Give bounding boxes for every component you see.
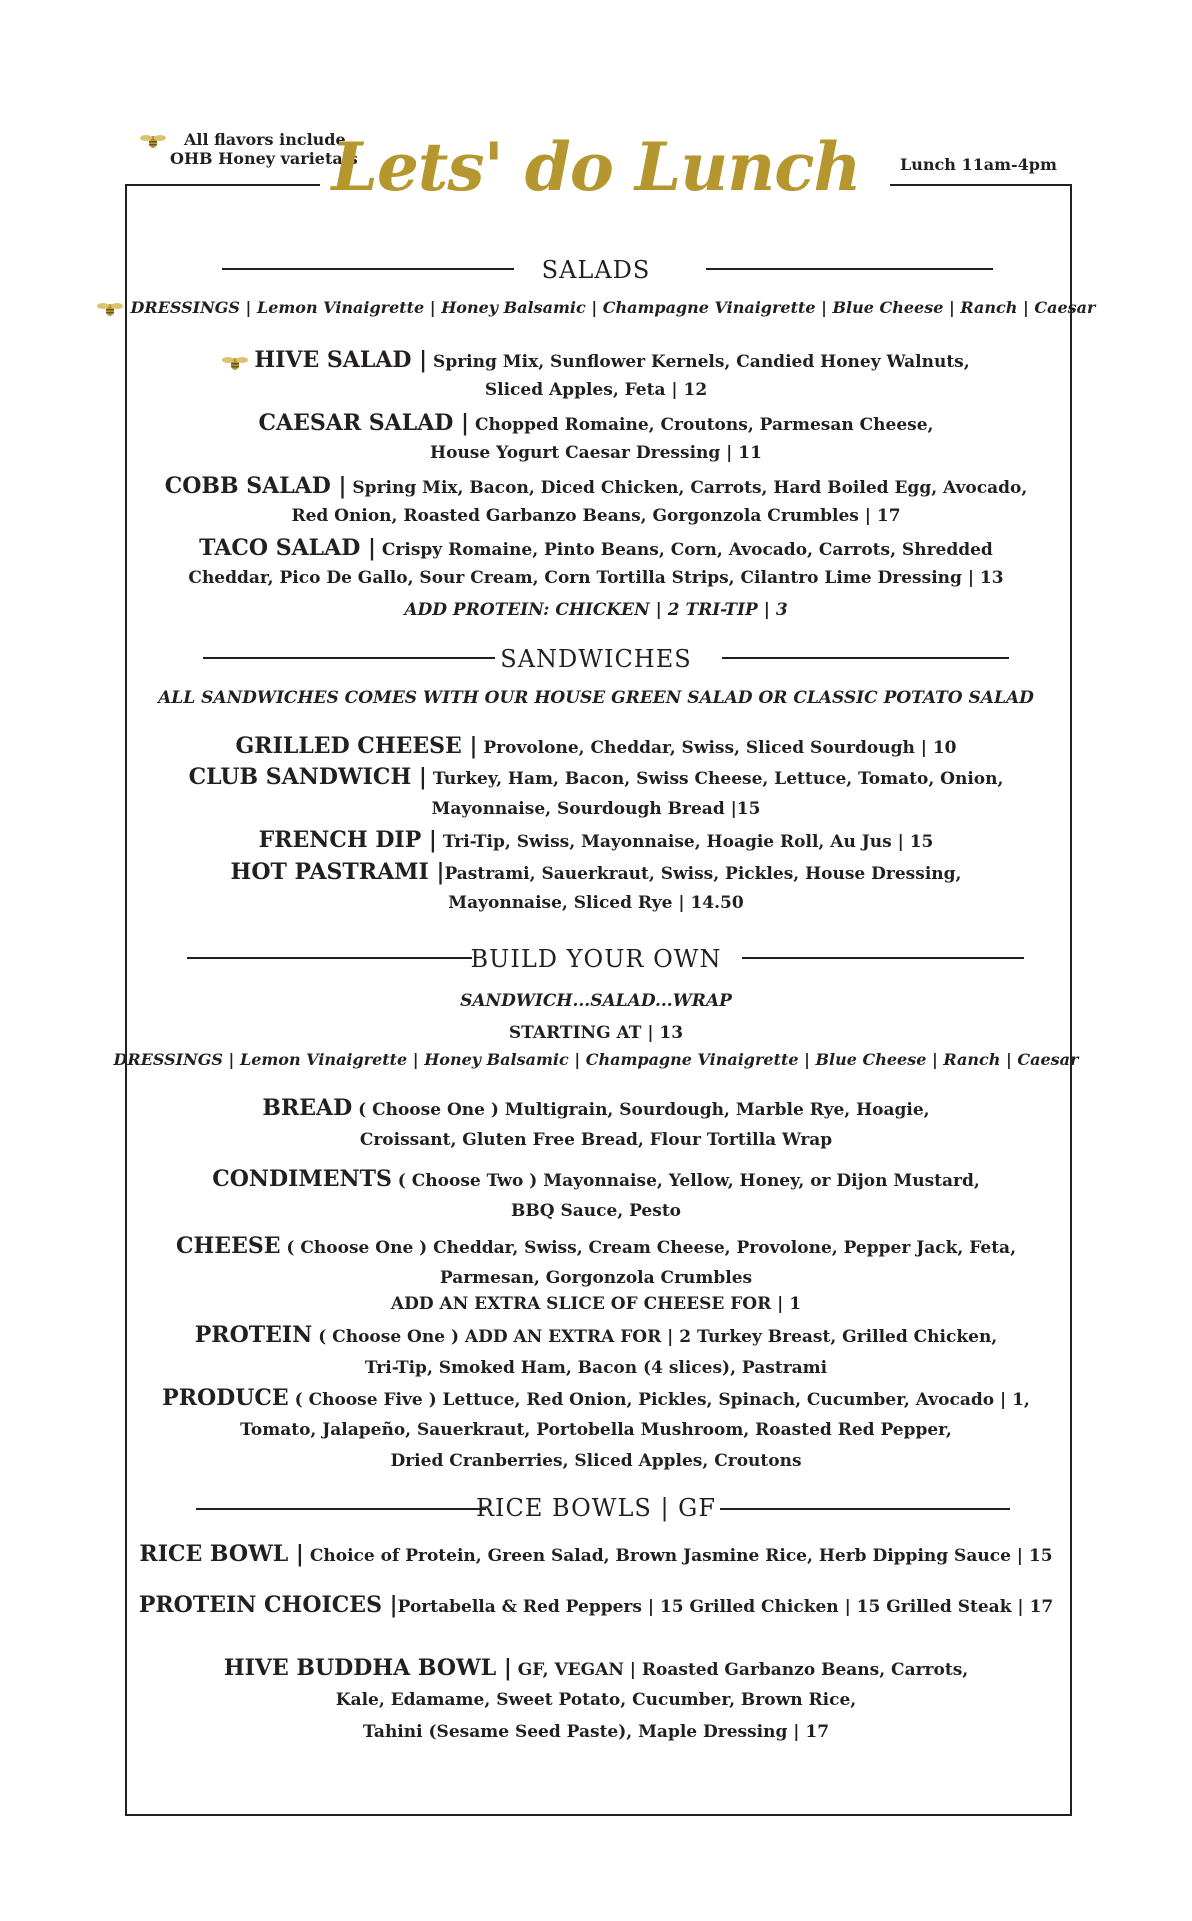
protein-choices-line	[0, 1594, 1192, 1618]
produce-line-2: Tomato, Jalapeño, Sauerkraut, Portobella Mushroom, Roasted Red Pepper,	[240, 1420, 952, 1440]
rice-heading: RICE BOWLS | GF	[475, 1494, 717, 1522]
cobb-salad-line-2: Red Onion, Roasted Garbanzo Beans, Gorgonzola Crumbles | 17	[291, 506, 901, 526]
produce-name: PRODUCE	[162, 1385, 289, 1411]
frame-top-right-rule	[890, 184, 1072, 186]
grilled-cheese-desc: Provolone, Cheddar, Swiss, Sliced Sourdough | 10	[477, 738, 957, 758]
grilled-cheese-line	[0, 735, 1192, 759]
condiments-desc: ( Choose Two ) Mayonnaise, Yellow, Honey, or Dijon Mustard,	[391, 1171, 980, 1191]
cheese-line-3: ADD AN EXTRA SLICE OF CHEESE FOR | 1	[390, 1294, 802, 1314]
salads-dressings	[0, 297, 1192, 319]
build-heading: BUILD YOUR OWN	[470, 945, 722, 973]
bread-line-1	[0, 1097, 1192, 1121]
sandwiches-note: ALL SANDWICHES COMES WITH OUR HOUSE GREEN SALAD OR CLASSIC POTATO SALAD	[158, 688, 1034, 708]
caesar-salad-line-2: House Yogurt Caesar Dressing | 11	[430, 443, 762, 463]
bee-icon	[97, 300, 123, 318]
hot-pastrami-line-1	[0, 861, 1192, 885]
cobb-salad-desc: Spring Mix, Bacon, Diced Chicken, Carrots, Hard Boiled Egg, Avocado,	[346, 478, 1028, 498]
lunch-hours: Lunch 11am-4pm	[900, 155, 1057, 174]
buddha-bowl-desc: GF, VEGAN | Roasted Garbanzo Beans, Carrots,	[511, 1660, 969, 1680]
buddha-bowl-line-1	[0, 1657, 1192, 1681]
hive-salad-line-1	[0, 349, 1192, 373]
bread-desc: ( Choose One ) Multigrain, Sourdough, Marble Rye, Hoagie,	[352, 1100, 930, 1120]
cheese-line-2: Parmesan, Gorgonzola Crumbles	[439, 1268, 753, 1288]
cheese-desc: ( Choose One ) Cheddar, Swiss, Cream Cheese, Provolone, Pepper Jack, Feta,	[280, 1238, 1016, 1258]
french-dip-desc: Tri-Tip, Swiss, Mayonnaise, Hoagie Roll, Au Jus | 15	[436, 832, 934, 852]
cobb-salad-name: COBB SALAD |	[164, 473, 347, 499]
french-dip-line	[0, 829, 1192, 853]
protein-line-1	[0, 1324, 1192, 1348]
hive-salad-name: HIVE SALAD |	[254, 347, 428, 373]
frame-top-left-rule	[125, 184, 320, 186]
cheese-name: CHEESE	[176, 1233, 281, 1259]
protein-name: PROTEIN	[194, 1322, 313, 1348]
taco-salad-line-2: Cheddar, Pico De Gallo, Sour Cream, Corn Tortilla Strips, Cilantro Lime Dressing | 13	[188, 568, 1004, 588]
buddha-bowl-line-3: Tahini (Sesame Seed Paste), Maple Dressing | 17	[362, 1722, 830, 1742]
caesar-salad-name: CAESAR SALAD |	[258, 410, 470, 436]
club-sandwich-line-2: Mayonnaise, Sourdough Bread |15	[431, 799, 761, 819]
buddha-bowl-line-2: Kale, Edamame, Sweet Potato, Cucumber, Brown Rice,	[335, 1690, 857, 1710]
note-line-1: All flavors include	[184, 130, 346, 149]
produce-line-3: Dried Cranberries, Sliced Apples, Croutons	[390, 1451, 802, 1471]
page-title: Lets' do Lunch	[331, 128, 861, 206]
protein-choices-name: PROTEIN CHOICES |	[138, 1592, 398, 1618]
bread-name: BREAD	[262, 1095, 353, 1121]
taco-salad-line-1	[0, 537, 1192, 561]
hive-salad-desc: Spring Mix, Sunflower Kernels, Candied Honey Walnuts,	[427, 352, 970, 372]
rice-bowl-line	[0, 1543, 1192, 1567]
condiments-name: CONDIMENTS	[212, 1166, 392, 1192]
note-line-2: OHB Honey varietals	[170, 149, 358, 168]
salads-heading: SALADS	[541, 256, 651, 284]
cobb-salad-line-1	[0, 475, 1192, 499]
salads-dressings-text: DRESSINGS | Lemon Vinaigrette | Honey Balsamic | Champagne Vinaigrette | Blue Cheese | Ranch | Caesar	[130, 298, 1096, 317]
condiments-line-1	[0, 1168, 1192, 1192]
club-sandwich-name: CLUB SANDWICH |	[188, 764, 427, 790]
caesar-salad-desc: Chopped Romaine, Croutons, Parmesan Cheese,	[469, 415, 934, 435]
produce-desc: ( Choose Five ) Lettuce, Red Onion, Pickles, Spinach, Cucumber, Avocado | 1,	[288, 1390, 1030, 1410]
sandwiches-heading: SANDWICHES	[500, 645, 692, 673]
cheese-line-1	[0, 1235, 1192, 1259]
rice-bowl-desc: Choice of Protein, Green Salad, Brown Jasmine Rice, Herb Dipping Sauce | 15	[303, 1546, 1053, 1566]
build-sub: SANDWICH...SALAD...WRAP	[460, 991, 732, 1011]
protein-choices-desc: Portabella & Red Peppers | 15 Grilled Chicken | 15 Grilled Steak | 17	[397, 1597, 1054, 1617]
buddha-bowl-name: HIVE BUDDHA BOWL |	[223, 1655, 512, 1681]
taco-salad-desc: Crispy Romaine, Pinto Beans, Corn, Avocado, Carrots, Shredded	[375, 540, 993, 560]
build-starting: STARTING AT | 13	[508, 1023, 684, 1043]
caesar-salad-line-1	[0, 412, 1192, 436]
hive-salad-line-2: Sliced Apples, Feta | 12	[484, 380, 708, 400]
protein-desc: ( Choose One ) ADD AN EXTRA FOR | 2 Turkey Breast, Grilled Chicken,	[312, 1327, 998, 1347]
grilled-cheese-name: GRILLED CHEESE |	[235, 733, 478, 759]
build-dressings: DRESSINGS | Lemon Vinaigrette | Honey Balsamic | Champagne Vinaigrette | Blue Cheese | Ranch | Caesar	[113, 1050, 1079, 1069]
produce-line-1	[0, 1387, 1192, 1411]
hot-pastrami-line-2: Mayonnaise, Sliced Rye | 14.50	[448, 893, 744, 913]
club-sandwich-line-1	[0, 766, 1192, 790]
hot-pastrami-name: HOT PASTRAMI |	[230, 859, 445, 885]
add-protein: ADD PROTEIN: CHICKEN | 2 TRI-TIP | 3	[404, 600, 788, 620]
protein-line-2: Tri-Tip, Smoked Ham, Bacon (4 slices), Pastrami	[364, 1358, 828, 1378]
hot-pastrami-desc: Pastrami, Sauerkraut, Swiss, Pickles, House Dressing,	[444, 864, 962, 884]
french-dip-name: FRENCH DIP |	[258, 827, 437, 853]
club-sandwich-desc: Turkey, Ham, Bacon, Swiss Cheese, Lettuce, Tomato, Onion,	[426, 769, 1004, 789]
bread-line-2: Croissant, Gluten Free Bread, Flour Tortilla Wrap	[359, 1130, 833, 1150]
bee-icon	[222, 354, 248, 372]
rice-bowl-name: RICE BOWL |	[139, 1541, 304, 1567]
taco-salad-name: TACO SALAD |	[199, 535, 376, 561]
condiments-line-2: BBQ Sauce, Pesto	[510, 1201, 682, 1221]
